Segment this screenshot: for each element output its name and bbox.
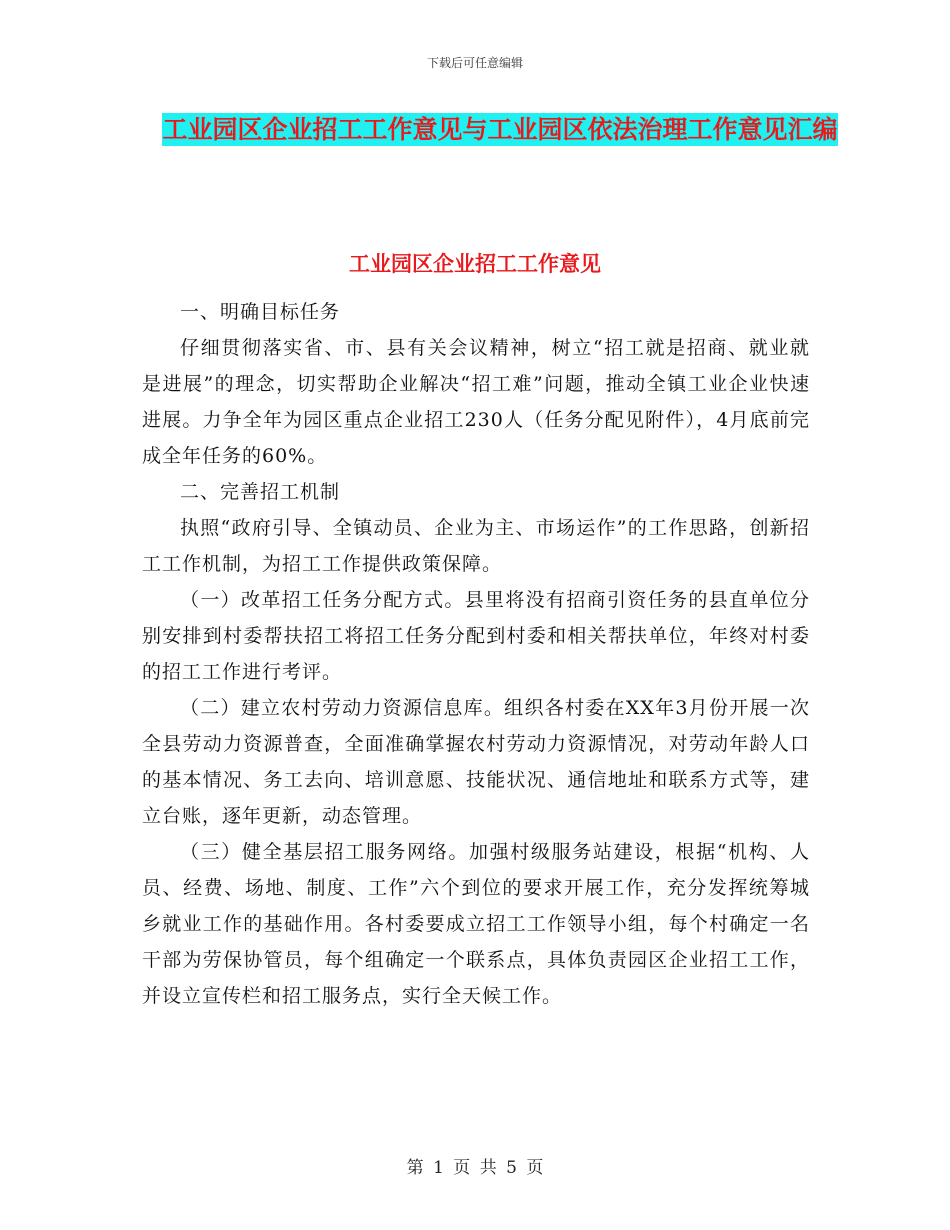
header-note: 下载后可任意编辑 (426, 56, 523, 70)
paragraph-item-2: （二）建立农村劳动力资源信息库。组织各村委在XX年3月份开展一次全县劳动力资源普查，全面准确掌握农村劳动力资源情况，对劳动年龄人口的基本情况、务工去向、培训意愿、技能状况、通信地址和联系方式等，建立台账，逐年更新，动态管理。 (142, 697, 810, 827)
heading-mechanism: 二、完善招工机制 (180, 481, 341, 503)
document-title-text: 工业园区企业招工工作意见与工业园区依法治理工作意见汇编 (162, 115, 838, 144)
paragraph-mechanism: 执照“政府引导、全镇动员、企业为主、市场运作”的工作思路，创新招工工作机制，为招工工作提供政策保障。 (142, 517, 810, 575)
paragraph-item-3: （三）健全基层招工服务网络。加强村级服务站建设，根据“机构、人员、经费、场地、制度、工作”六个到位的要求开展工作，充分发挥统筹城乡就业工作的基础作用。各村委要成立招工工作领导小组，每个村确定一名干部为劳保协管员，每个组确定一个联系点，具体负责园区企业招工工作，并设立宣传栏和招工服务点，实行全天候工作。 (142, 841, 810, 1007)
paragraph-objectives: 仔细贯彻落实省、市、县有关会议精神，树立“招工就是招商、就业就是进展”的理念，切实帮助企业解决“招工难”问题，推动全镇工业企业快速进展。力争全年为园区重点企业招工230人（任务分配见附件），4月底前完成全年任务的60%。 (142, 337, 810, 467)
document-body (142, 294, 810, 1014)
paragraph-item-1: （一）改革招工任务分配方式。县里将没有招商引资任务的县直单位分别安排到村委帮扶招工将招工任务分配到村委和相关帮扶单位，年终对村委的招工工作进行考评。 (142, 589, 810, 683)
document-title (150, 108, 850, 152)
section-title: 工业园区企业招工工作意见 (349, 251, 601, 276)
page-number: 第 1 页 共 5 页 (406, 1158, 544, 1178)
heading-objectives: 一、明确目标任务 (180, 301, 341, 323)
